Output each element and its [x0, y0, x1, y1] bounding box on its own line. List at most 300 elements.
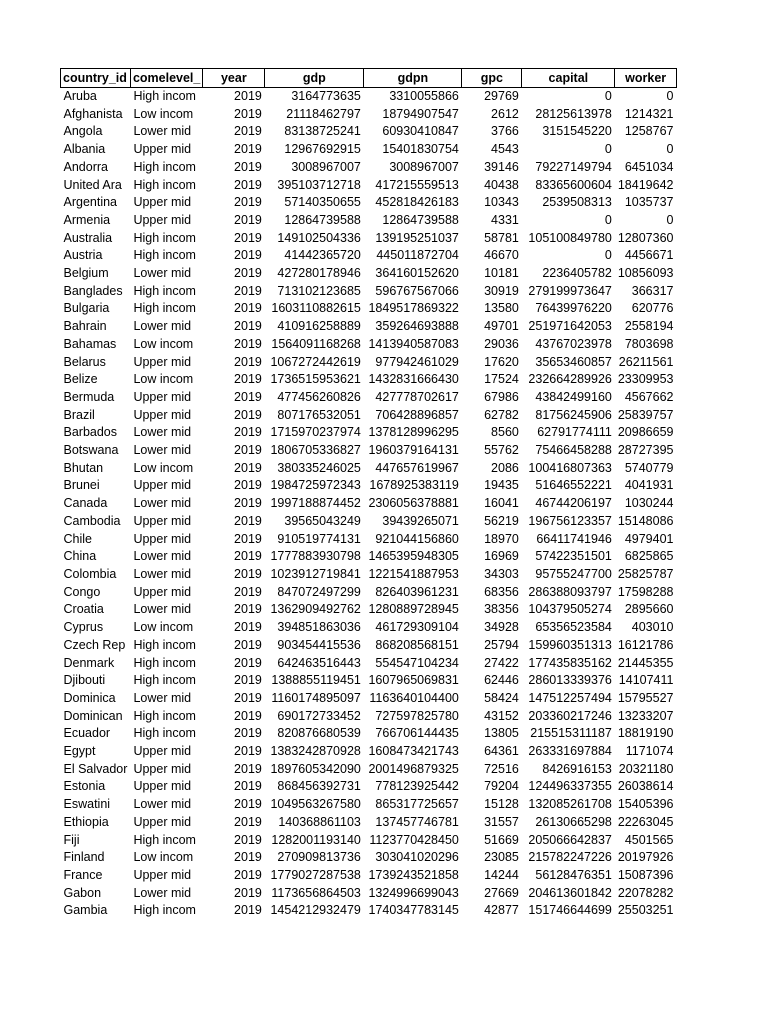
- cell-year[interactable]: 2019: [234, 566, 262, 581]
- cell-incomelevel[interactable]: Lower mid: [133, 124, 192, 139]
- cell-gdp[interactable]: 1779027287538: [270, 867, 361, 882]
- cell-incomelevel[interactable]: Lower mid: [133, 885, 192, 900]
- cell-capital[interactable]: 75466458288: [535, 443, 612, 458]
- cell-worker[interactable]: 25839757: [617, 407, 674, 422]
- cell-incomelevel[interactable]: Low incom: [133, 850, 194, 865]
- cell-gpc[interactable]: 42877: [484, 903, 519, 918]
- cell-incomelevel[interactable]: Low incom: [133, 336, 194, 351]
- cell-gdpn[interactable]: 1608473421743: [368, 744, 459, 759]
- cell-gpc[interactable]: 16041: [484, 496, 519, 511]
- cell-worker[interactable]: 18419642: [617, 177, 674, 192]
- cell-country[interactable]: Bulgaria: [63, 301, 110, 316]
- cell-worker[interactable]: 4567662: [624, 389, 674, 404]
- cell-gpc[interactable]: 67986: [484, 389, 519, 404]
- cell-country[interactable]: Barbados: [63, 425, 118, 440]
- cell-capital[interactable]: 251971642053: [528, 319, 612, 334]
- cell-gdpn[interactable]: 1163640104400: [369, 690, 459, 705]
- cell-gpc[interactable]: 18970: [484, 531, 519, 546]
- cell-gdp[interactable]: 1564091168268: [271, 336, 361, 351]
- cell-gpc[interactable]: 13580: [484, 301, 519, 316]
- cell-worker[interactable]: 6451034: [624, 159, 674, 174]
- cell-capital[interactable]: 56128476351: [535, 867, 612, 882]
- cell-worker[interactable]: 1035737: [624, 195, 674, 210]
- cell-incomelevel[interactable]: Lower mid: [133, 496, 192, 511]
- cell-incomelevel[interactable]: High incom: [133, 637, 196, 652]
- cell-gdp[interactable]: 713102123685: [277, 283, 361, 298]
- header-gdp[interactable]: gdp: [265, 69, 364, 88]
- cell-year[interactable]: 2019: [234, 443, 262, 458]
- cell-country[interactable]: Cyprus: [63, 620, 104, 635]
- cell-year[interactable]: 2019: [234, 726, 262, 741]
- cell-country[interactable]: Albania: [63, 142, 106, 157]
- cell-gpc[interactable]: 68356: [484, 584, 519, 599]
- cell-incomelevel[interactable]: Upper mid: [133, 389, 192, 404]
- cell-capital[interactable]: 105100849780: [528, 230, 612, 245]
- cell-gdp[interactable]: 1984725972343: [270, 478, 361, 493]
- cell-country[interactable]: Dominica: [63, 690, 116, 705]
- cell-gdpn[interactable]: 1221541887953: [368, 566, 459, 581]
- cell-incomelevel[interactable]: High incom: [133, 177, 196, 192]
- cell-capital[interactable]: 43842499160: [535, 389, 612, 404]
- cell-capital[interactable]: 232664289926: [528, 372, 612, 387]
- cell-worker[interactable]: 26038614: [617, 779, 674, 794]
- cell-gpc[interactable]: 72516: [484, 761, 519, 776]
- cell-capital[interactable]: 65356523584: [535, 620, 612, 635]
- cell-gdp[interactable]: 477456260826: [277, 389, 361, 404]
- cell-gdpn[interactable]: 12864739588: [382, 212, 459, 227]
- cell-incomelevel[interactable]: Lower mid: [133, 266, 192, 281]
- cell-country[interactable]: Croatia: [63, 602, 104, 617]
- cell-year[interactable]: 2019: [234, 283, 262, 298]
- cell-capital[interactable]: 263331697884: [528, 744, 612, 759]
- cell-capital[interactable]: 43767023978: [535, 336, 612, 351]
- cell-gpc[interactable]: 40438: [484, 177, 519, 192]
- cell-year[interactable]: 2019: [234, 708, 262, 723]
- cell-year[interactable]: 2019: [234, 248, 262, 263]
- cell-gdp[interactable]: 410916258889: [277, 319, 361, 334]
- cell-gdpn[interactable]: 868208568151: [375, 637, 459, 652]
- cell-gdp[interactable]: 427280178946: [277, 266, 361, 281]
- cell-country[interactable]: Djibouti: [63, 673, 106, 688]
- cell-year[interactable]: 2019: [234, 230, 262, 245]
- cell-worker[interactable]: 22263045: [617, 814, 674, 829]
- cell-gdpn[interactable]: 139195251037: [375, 230, 459, 245]
- cell-gdp[interactable]: 1023912719841: [270, 566, 361, 581]
- cell-gdpn[interactable]: 137457746781: [375, 814, 459, 829]
- cell-capital[interactable]: 79227149794: [535, 159, 612, 174]
- cell-worker[interactable]: 12807360: [617, 230, 674, 245]
- cell-gdp[interactable]: 1715970237974: [270, 425, 361, 440]
- cell-country[interactable]: Cambodia: [63, 513, 121, 528]
- cell-capital[interactable]: 159960351313: [528, 637, 612, 652]
- cell-gdp[interactable]: 1736515953621: [270, 372, 361, 387]
- cell-gpc[interactable]: 51669: [484, 832, 519, 847]
- cell-country[interactable]: Congo: [63, 584, 101, 599]
- cell-capital[interactable]: 0: [604, 212, 612, 227]
- cell-capital[interactable]: 95755247700: [535, 566, 612, 581]
- cell-gdp[interactable]: 12864739588: [284, 212, 361, 227]
- cell-gdpn[interactable]: 1280889728945: [368, 602, 459, 617]
- cell-worker[interactable]: 5740779: [624, 460, 674, 475]
- cell-gpc[interactable]: 13805: [484, 726, 519, 741]
- cell-gdp[interactable]: 1160174895097: [271, 690, 361, 705]
- cell-incomelevel[interactable]: Upper mid: [133, 212, 192, 227]
- cell-year[interactable]: 2019: [234, 513, 262, 528]
- cell-year[interactable]: 2019: [234, 177, 262, 192]
- cell-incomelevel[interactable]: Upper mid: [133, 407, 192, 422]
- cell-year[interactable]: 2019: [234, 850, 262, 865]
- cell-gpc[interactable]: 46670: [484, 248, 519, 263]
- cell-incomelevel[interactable]: High incom: [133, 673, 196, 688]
- cell-country[interactable]: Botswana: [63, 443, 119, 458]
- cell-capital[interactable]: 8426916153: [542, 761, 612, 776]
- cell-gdpn[interactable]: 1465395948305: [368, 549, 459, 564]
- header-gdpn[interactable]: gdpn: [364, 69, 462, 88]
- cell-country[interactable]: United Ara: [63, 177, 122, 192]
- cell-year[interactable]: 2019: [234, 89, 262, 103]
- cell-gdp[interactable]: 270909813736: [277, 850, 361, 865]
- cell-country[interactable]: Gabon: [63, 885, 102, 900]
- cell-gpc[interactable]: 14244: [484, 867, 519, 882]
- cell-worker[interactable]: 15148086: [617, 513, 674, 528]
- cell-gdp[interactable]: 903454415536: [277, 637, 361, 652]
- cell-gdp[interactable]: 394851863036: [277, 620, 361, 635]
- cell-worker[interactable]: 0: [666, 142, 674, 157]
- cell-capital[interactable]: 62791774111: [537, 425, 612, 440]
- cell-gdpn[interactable]: 596767567066: [375, 283, 459, 298]
- cell-year[interactable]: 2019: [234, 212, 262, 227]
- cell-country[interactable]: Brazil: [63, 407, 95, 422]
- cell-incomelevel[interactable]: Low incom: [133, 372, 194, 387]
- cell-gdp[interactable]: 1383242870928: [270, 744, 361, 759]
- cell-incomelevel[interactable]: High incom: [133, 248, 196, 263]
- cell-country[interactable]: Belgium: [63, 266, 109, 281]
- cell-incomelevel[interactable]: Upper mid: [133, 513, 192, 528]
- cell-country[interactable]: China: [63, 549, 97, 564]
- cell-gpc[interactable]: 29036: [484, 336, 519, 351]
- cell-gpc[interactable]: 17524: [484, 372, 519, 387]
- cell-gpc[interactable]: 56219: [484, 513, 519, 528]
- cell-incomelevel[interactable]: Upper mid: [133, 779, 192, 794]
- cell-gpc[interactable]: 58781: [484, 230, 519, 245]
- cell-gdp[interactable]: 149102504336: [277, 230, 361, 245]
- cell-year[interactable]: 2019: [234, 354, 262, 369]
- cell-gpc[interactable]: 62446: [484, 673, 519, 688]
- cell-gpc[interactable]: 49701: [484, 319, 519, 334]
- cell-gdp[interactable]: 1897605342090: [270, 761, 361, 776]
- cell-country[interactable]: France: [63, 867, 103, 882]
- cell-country[interactable]: Gambia: [63, 903, 108, 918]
- cell-gdpn[interactable]: 706428896857: [375, 407, 459, 422]
- cell-incomelevel[interactable]: High incom: [133, 89, 196, 103]
- cell-year[interactable]: 2019: [234, 832, 262, 847]
- cell-gdpn[interactable]: 1607965069831: [368, 673, 459, 688]
- cell-worker[interactable]: 25825787: [617, 566, 674, 581]
- cell-country[interactable]: Australia: [63, 230, 113, 245]
- cell-gdp[interactable]: 1282001193140: [271, 832, 361, 847]
- cell-worker[interactable]: 403010: [631, 620, 674, 635]
- cell-gdp[interactable]: 3164773635: [291, 89, 361, 103]
- cell-worker[interactable]: 4501565: [624, 832, 674, 847]
- cell-capital[interactable]: 51646552221: [535, 478, 612, 493]
- cell-capital[interactable]: 286388093797: [528, 584, 612, 599]
- cell-country[interactable]: Argentina: [63, 195, 118, 210]
- cell-capital[interactable]: 279199973647: [528, 283, 612, 298]
- cell-capital[interactable]: 147512257494: [528, 690, 612, 705]
- cell-gpc[interactable]: 4543: [491, 142, 519, 157]
- cell-gdp[interactable]: 1603110882615: [271, 301, 361, 316]
- cell-capital[interactable]: 0: [604, 142, 612, 157]
- cell-year[interactable]: 2019: [234, 637, 262, 652]
- cell-gdpn[interactable]: 3310055866: [389, 89, 459, 103]
- cell-gdp[interactable]: 83138725241: [284, 124, 361, 139]
- cell-capital[interactable]: 132085261708: [528, 797, 612, 812]
- cell-year[interactable]: 2019: [234, 744, 262, 759]
- cell-gdpn[interactable]: 1740347783145: [368, 903, 459, 918]
- cell-country[interactable]: Afghanista: [63, 106, 123, 121]
- cell-gdp[interactable]: 39565043249: [284, 513, 361, 528]
- cell-incomelevel[interactable]: Upper mid: [133, 744, 192, 759]
- cell-year[interactable]: 2019: [234, 336, 262, 351]
- cell-gpc[interactable]: 23085: [484, 850, 519, 865]
- cell-year[interactable]: 2019: [234, 690, 262, 705]
- cell-gdpn[interactable]: 727597825780: [375, 708, 459, 723]
- cell-capital[interactable]: 66411741946: [536, 531, 612, 546]
- cell-gdpn[interactable]: 3008967007: [389, 159, 459, 174]
- cell-gdpn[interactable]: 461729309104: [375, 620, 459, 635]
- cell-gdpn[interactable]: 921044156860: [375, 531, 459, 546]
- cell-gdp[interactable]: 12967692915: [284, 142, 361, 157]
- cell-gdp[interactable]: 807176532051: [277, 407, 361, 422]
- cell-year[interactable]: 2019: [234, 673, 262, 688]
- cell-country[interactable]: Bermuda: [63, 389, 115, 404]
- header-country-id[interactable]: country_id: [61, 69, 131, 88]
- cell-country[interactable]: Eswatini: [63, 797, 111, 812]
- cell-gdpn[interactable]: 452818426183: [375, 195, 459, 210]
- cell-gdp[interactable]: 1362909492762: [270, 602, 361, 617]
- cell-year[interactable]: 2019: [234, 319, 262, 334]
- cell-incomelevel[interactable]: High incom: [133, 230, 196, 245]
- cell-capital[interactable]: 46744206197: [535, 496, 612, 511]
- cell-incomelevel[interactable]: High incom: [133, 655, 196, 670]
- cell-gpc[interactable]: 79204: [484, 779, 519, 794]
- cell-gpc[interactable]: 2612: [491, 106, 519, 121]
- cell-gpc[interactable]: 31557: [484, 814, 519, 829]
- cell-worker[interactable]: 20321180: [618, 761, 674, 776]
- cell-year[interactable]: 2019: [234, 867, 262, 882]
- cell-gpc[interactable]: 30919: [484, 283, 519, 298]
- cell-capital[interactable]: 26130665298: [535, 814, 612, 829]
- cell-country[interactable]: Ecuador: [63, 726, 111, 741]
- cell-incomelevel[interactable]: Lower mid: [133, 319, 192, 334]
- cell-year[interactable]: 2019: [234, 106, 262, 121]
- cell-gdpn[interactable]: 1413940587083: [368, 336, 459, 351]
- cell-gpc[interactable]: 19435: [484, 478, 519, 493]
- cell-country[interactable]: Ethiopia: [63, 814, 109, 829]
- cell-incomelevel[interactable]: Upper mid: [133, 478, 192, 493]
- cell-gpc[interactable]: 25794: [484, 637, 519, 652]
- cell-gpc[interactable]: 34303: [484, 566, 519, 581]
- cell-gdpn[interactable]: 39439265071: [382, 513, 459, 528]
- cell-gdp[interactable]: 1049563267580: [270, 797, 361, 812]
- cell-worker[interactable]: 20986659: [617, 425, 674, 440]
- cell-country[interactable]: Denmark: [63, 655, 115, 670]
- cell-year[interactable]: 2019: [234, 779, 262, 794]
- cell-country[interactable]: Andorra: [63, 159, 108, 174]
- cell-worker[interactable]: 620776: [631, 301, 674, 316]
- cell-gdpn[interactable]: 427778702617: [375, 389, 459, 404]
- cell-gpc[interactable]: 64361: [484, 744, 519, 759]
- cell-country[interactable]: Canada: [63, 496, 108, 511]
- cell-year[interactable]: 2019: [234, 159, 262, 174]
- cell-worker[interactable]: 0: [666, 89, 674, 103]
- cell-capital[interactable]: 286013339376: [528, 673, 612, 688]
- cell-gpc[interactable]: 39146: [484, 159, 519, 174]
- cell-gdpn[interactable]: 1432831666430: [368, 372, 459, 387]
- cell-capital[interactable]: 196756123357: [528, 513, 612, 528]
- cell-worker[interactable]: 16121786: [617, 637, 674, 652]
- cell-gdp[interactable]: 395103712718: [277, 177, 361, 192]
- cell-worker[interactable]: 21445355: [617, 655, 674, 670]
- cell-capital[interactable]: 35653460857: [535, 354, 612, 369]
- cell-worker[interactable]: 17598288: [617, 584, 674, 599]
- cell-gpc[interactable]: 34928: [484, 620, 519, 635]
- cell-year[interactable]: 2019: [234, 814, 262, 829]
- cell-gpc[interactable]: 3766: [491, 124, 519, 139]
- cell-gdpn[interactable]: 417215559513: [375, 177, 459, 192]
- cell-worker[interactable]: 28727395: [617, 443, 674, 458]
- cell-country[interactable]: Banglades: [63, 283, 123, 298]
- cell-worker[interactable]: 15795527: [617, 690, 674, 705]
- cell-year[interactable]: 2019: [234, 301, 262, 316]
- header-worker[interactable]: worker: [615, 69, 677, 88]
- cell-worker[interactable]: 1171074: [625, 744, 674, 759]
- cell-incomelevel[interactable]: High incom: [133, 159, 196, 174]
- cell-country[interactable]: Bhutan: [63, 460, 104, 475]
- cell-gdpn[interactable]: 778123925442: [375, 779, 459, 794]
- cell-capital[interactable]: 100416807363: [528, 460, 612, 475]
- cell-year[interactable]: 2019: [234, 478, 262, 493]
- cell-year[interactable]: 2019: [234, 389, 262, 404]
- cell-worker[interactable]: 4456671: [624, 248, 674, 263]
- cell-worker[interactable]: 1214321: [624, 106, 674, 121]
- cell-capital[interactable]: 124496337355: [528, 779, 612, 794]
- cell-gdpn[interactable]: 1849517869322: [368, 301, 459, 316]
- cell-year[interactable]: 2019: [234, 584, 262, 599]
- cell-worker[interactable]: 15405396: [617, 797, 674, 812]
- cell-gpc[interactable]: 10343: [484, 195, 519, 210]
- cell-gpc[interactable]: 38356: [484, 602, 519, 617]
- cell-year[interactable]: 2019: [234, 407, 262, 422]
- cell-country[interactable]: Angola: [63, 124, 103, 139]
- cell-capital[interactable]: 151746644699: [528, 903, 612, 918]
- cell-gpc[interactable]: 55762: [484, 443, 519, 458]
- cell-gpc[interactable]: 15128: [484, 797, 519, 812]
- cell-country[interactable]: Chile: [63, 531, 92, 546]
- cell-country[interactable]: Aruba: [63, 89, 97, 103]
- cell-worker[interactable]: 14107411: [618, 673, 674, 688]
- cell-capital[interactable]: 104379505274: [528, 602, 612, 617]
- cell-gdpn[interactable]: 303041020296: [375, 850, 459, 865]
- cell-country[interactable]: El Salvador: [63, 761, 128, 776]
- cell-capital[interactable]: 2539508313: [542, 195, 612, 210]
- cell-year[interactable]: 2019: [234, 531, 262, 546]
- cell-capital[interactable]: 3151545220: [542, 124, 612, 139]
- cell-year[interactable]: 2019: [234, 372, 262, 387]
- cell-gdpn[interactable]: 977942461029: [375, 354, 459, 369]
- cell-gdp[interactable]: 21118462797: [286, 106, 361, 121]
- cell-worker[interactable]: 4979401: [624, 531, 674, 546]
- cell-worker[interactable]: 10856093: [617, 266, 674, 281]
- cell-year[interactable]: 2019: [234, 195, 262, 210]
- cell-gpc[interactable]: 43152: [484, 708, 519, 723]
- cell-gdp[interactable]: 642463516443: [277, 655, 361, 670]
- cell-worker[interactable]: 26211561: [618, 354, 674, 369]
- cell-incomelevel[interactable]: Lower mid: [133, 566, 192, 581]
- cell-capital[interactable]: 0: [604, 248, 612, 263]
- cell-capital[interactable]: 215782247226: [528, 850, 612, 865]
- cell-country[interactable]: Belize: [63, 372, 98, 387]
- cell-country[interactable]: Brunei: [63, 478, 100, 493]
- cell-gdp[interactable]: 1173656864503: [271, 885, 361, 900]
- cell-year[interactable]: 2019: [234, 885, 262, 900]
- cell-gdp[interactable]: 1067272442619: [270, 354, 361, 369]
- cell-gdp[interactable]: 1777883930798: [270, 549, 361, 564]
- cell-incomelevel[interactable]: Upper mid: [133, 584, 192, 599]
- cell-gdpn[interactable]: 766706144435: [375, 726, 459, 741]
- cell-capital[interactable]: 83365600604: [535, 177, 612, 192]
- cell-gpc[interactable]: 8560: [491, 425, 519, 440]
- cell-gdpn[interactable]: 60930410847: [382, 124, 459, 139]
- cell-year[interactable]: 2019: [234, 142, 262, 157]
- cell-incomelevel[interactable]: Upper mid: [133, 814, 192, 829]
- cell-worker[interactable]: 13233207: [617, 708, 674, 723]
- cell-incomelevel[interactable]: Lower mid: [133, 425, 192, 440]
- cell-gdpn[interactable]: 18794907547: [382, 106, 459, 121]
- cell-gdp[interactable]: 1454212932479: [270, 903, 361, 918]
- cell-gdpn[interactable]: 1960379164131: [368, 443, 459, 458]
- cell-capital[interactable]: 215515311187: [530, 726, 612, 741]
- cell-gpc[interactable]: 27422: [484, 655, 519, 670]
- cell-country[interactable]: Bahamas: [63, 336, 117, 351]
- cell-worker[interactable]: 18819190: [617, 726, 674, 741]
- cell-incomelevel[interactable]: Lower mid: [133, 797, 192, 812]
- cell-country[interactable]: Fiji: [63, 832, 80, 847]
- cell-gdpn[interactable]: 1324996699043: [368, 885, 459, 900]
- cell-gdpn[interactable]: 1739243521858: [368, 867, 459, 882]
- cell-incomelevel[interactable]: Lower mid: [133, 690, 192, 705]
- cell-year[interactable]: 2019: [234, 903, 262, 918]
- cell-gpc[interactable]: 4331: [491, 212, 519, 227]
- cell-capital[interactable]: 0: [604, 89, 612, 103]
- cell-capital[interactable]: 2236405782: [542, 266, 612, 281]
- cell-gdpn[interactable]: 1678925383119: [369, 478, 459, 493]
- cell-incomelevel[interactable]: High incom: [133, 708, 196, 723]
- cell-capital[interactable]: 76439976220: [535, 301, 612, 316]
- cell-gdp[interactable]: 41442365720: [284, 248, 361, 263]
- cell-worker[interactable]: 23309953: [617, 372, 674, 387]
- cell-year[interactable]: 2019: [234, 425, 262, 440]
- cell-worker[interactable]: 6825865: [624, 549, 674, 564]
- cell-country[interactable]: Egypt: [63, 744, 96, 759]
- cell-gpc[interactable]: 10181: [484, 266, 519, 281]
- cell-gdpn[interactable]: 1378128996295: [368, 425, 459, 440]
- header-year[interactable]: year: [203, 69, 265, 88]
- cell-country[interactable]: Austria: [63, 248, 103, 263]
- cell-year[interactable]: 2019: [234, 761, 262, 776]
- cell-worker[interactable]: 15087396: [617, 867, 674, 882]
- cell-incomelevel[interactable]: Upper mid: [133, 761, 192, 776]
